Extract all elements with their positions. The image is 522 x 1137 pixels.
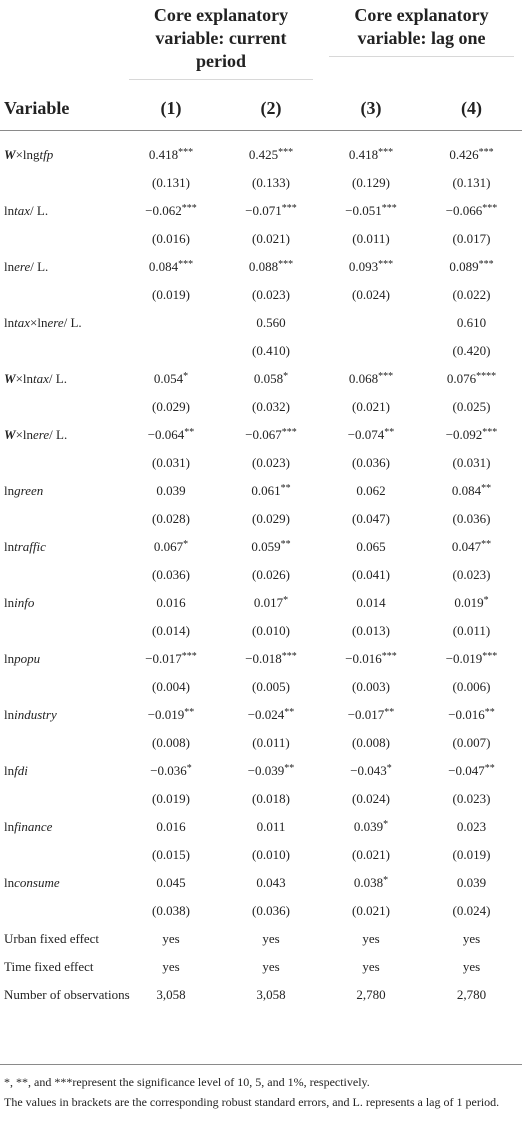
cell-col-4: −0.092*** bbox=[445, 427, 498, 442]
cell-col-4: (0.023) bbox=[452, 567, 491, 582]
row-label: Urban fixed effect bbox=[4, 931, 100, 946]
significance-stars: ** bbox=[280, 539, 291, 550]
cell-col-4: (0.036) bbox=[452, 511, 491, 526]
row-label: lntax/ L. bbox=[4, 203, 49, 218]
significance-stars: * bbox=[283, 595, 289, 606]
significance-stars: *** bbox=[281, 651, 297, 662]
cell-col-1: 0.039 bbox=[156, 483, 186, 498]
table-row bbox=[0, 589, 522, 617]
cell-col-1: 0.054* bbox=[153, 371, 189, 386]
cell-col-1: (0.014) bbox=[152, 623, 190, 638]
significance-stars: *** bbox=[381, 203, 397, 214]
cell-col-1: (0.031) bbox=[152, 455, 190, 470]
cell-col-1: (0.019) bbox=[152, 287, 190, 302]
cell-col-3: (0.041) bbox=[352, 567, 390, 582]
cell-col-1: −0.036* bbox=[150, 763, 192, 778]
cell-col-3: 2,780 bbox=[356, 987, 386, 1002]
cell-col-2: (0.021) bbox=[252, 231, 290, 246]
significance-stars: ** bbox=[481, 483, 492, 494]
cell-col-3: (0.024) bbox=[352, 791, 390, 806]
cell-col-2: (0.010) bbox=[252, 847, 290, 862]
significance-stars: *** bbox=[178, 259, 194, 270]
cell-col-2: 3,058 bbox=[256, 987, 286, 1002]
table-row bbox=[0, 841, 522, 869]
cell-col-2: (0.011) bbox=[252, 735, 290, 750]
significance-stars: * bbox=[483, 595, 489, 606]
significance-stars: * bbox=[386, 763, 392, 774]
cell-col-1: −0.064** bbox=[147, 427, 195, 442]
significance-stars: *** bbox=[378, 147, 394, 158]
cell-col-3: −0.017** bbox=[347, 707, 395, 722]
cell-col-4: (0.420) bbox=[452, 343, 491, 358]
cell-col-3: −0.051*** bbox=[345, 203, 397, 218]
significance-stars: *** bbox=[178, 147, 194, 158]
cell-col-3: (0.013) bbox=[352, 623, 390, 638]
cell-col-1: (0.004) bbox=[152, 679, 190, 694]
table-row bbox=[0, 477, 522, 505]
row-label: W×lnere/ L. bbox=[4, 427, 68, 442]
table-row bbox=[0, 393, 522, 421]
cell-col-1: (0.016) bbox=[152, 231, 190, 246]
row-label bbox=[0, 449, 121, 477]
table-row bbox=[0, 757, 522, 785]
cell-col-4: (0.006) bbox=[452, 679, 491, 694]
cell-col-3: −0.043* bbox=[350, 763, 392, 778]
row-label bbox=[0, 337, 121, 365]
bottom-rule bbox=[0, 1064, 522, 1065]
table-footnotes bbox=[4, 1072, 518, 1112]
significance-stars: *** bbox=[281, 427, 297, 438]
table-row bbox=[0, 925, 522, 953]
table-row bbox=[0, 197, 522, 225]
cell-col-2: (0.029) bbox=[252, 511, 290, 526]
cell-col-4: −0.019*** bbox=[445, 651, 498, 666]
cell-col-4: (0.131) bbox=[452, 175, 491, 190]
significance-stars: ** bbox=[184, 707, 195, 718]
significance-stars: * bbox=[183, 539, 189, 550]
table-row bbox=[0, 253, 522, 281]
table-row bbox=[0, 561, 522, 589]
row-label: lnconsume bbox=[4, 875, 60, 890]
column-header-1: (1) bbox=[160, 97, 182, 118]
group-header-current-period: Core explanatory variable: current period bbox=[121, 0, 321, 86]
cell-col-4: 2,780 bbox=[456, 987, 487, 1002]
cell-col-3: 0.068*** bbox=[348, 371, 394, 386]
table-row bbox=[0, 281, 522, 309]
table-row bbox=[0, 701, 522, 729]
footnote-significance: *, **, and ***represent the significance level of 10, 5, and 1%, respectively. bbox=[4, 1075, 370, 1089]
cell-col-3: 0.039* bbox=[353, 819, 389, 834]
cell-col-1: (0.015) bbox=[152, 847, 190, 862]
significance-stars: *** bbox=[482, 651, 498, 662]
cell-col-1: (0.028) bbox=[152, 511, 190, 526]
row-label bbox=[0, 281, 121, 309]
cell-col-2: (0.133) bbox=[252, 175, 290, 190]
cell-col-4: (0.024) bbox=[452, 903, 491, 918]
table-row bbox=[0, 617, 522, 645]
row-label bbox=[0, 841, 121, 869]
significance-stars: *** bbox=[181, 651, 197, 662]
significance-stars: * bbox=[186, 763, 192, 774]
cell-col-3: (0.021) bbox=[352, 847, 390, 862]
cell-col-1: (0.008) bbox=[152, 735, 190, 750]
cell-col-4: 0.047** bbox=[451, 539, 492, 554]
row-label: lntax×lnere/ L. bbox=[4, 315, 82, 330]
cell-col-3: 0.038* bbox=[353, 875, 389, 890]
cell-col-4: (0.031) bbox=[452, 455, 491, 470]
significance-stars: *** bbox=[181, 203, 197, 214]
cell-col-2: −0.039** bbox=[247, 763, 295, 778]
table-row bbox=[0, 421, 522, 449]
cell-col-2: −0.071*** bbox=[245, 203, 297, 218]
table-row bbox=[0, 673, 522, 701]
cell-col-3: (0.003) bbox=[352, 679, 390, 694]
cell-col-2: 0.017* bbox=[253, 595, 289, 610]
cell-col-4: (0.022) bbox=[452, 287, 491, 302]
row-label bbox=[0, 225, 121, 253]
significance-stars: *** bbox=[378, 371, 394, 382]
cell-col-1 bbox=[121, 309, 221, 337]
cell-col-4: (0.017) bbox=[452, 231, 491, 246]
significance-stars: ** bbox=[280, 483, 291, 494]
cell-col-1: 0.016 bbox=[156, 819, 186, 834]
row-label: Time fixed effect bbox=[4, 959, 94, 974]
significance-stars: * bbox=[383, 819, 389, 830]
cell-col-4: (0.023) bbox=[452, 791, 491, 806]
cell-col-2: 0.059** bbox=[251, 539, 291, 554]
significance-stars: * bbox=[283, 371, 289, 382]
table-row bbox=[0, 309, 522, 337]
row-label: Number of observations bbox=[4, 987, 130, 1002]
significance-stars: *** bbox=[278, 147, 294, 158]
row-label: lnindustry bbox=[4, 707, 57, 722]
significance-stars: *** bbox=[478, 147, 494, 158]
cell-col-2: (0.023) bbox=[252, 455, 290, 470]
row-label: lninfo bbox=[4, 595, 35, 610]
cell-col-2: (0.010) bbox=[252, 623, 290, 638]
significance-stars: ** bbox=[484, 763, 495, 774]
cell-col-3: (0.129) bbox=[352, 175, 390, 190]
cell-col-2: 0.425*** bbox=[248, 147, 294, 162]
row-label: W×lntax/ L. bbox=[4, 371, 67, 386]
table-row bbox=[0, 785, 522, 813]
table-row bbox=[0, 869, 522, 897]
row-label bbox=[0, 505, 121, 533]
cell-col-1: (0.131) bbox=[152, 175, 190, 190]
cell-col-1 bbox=[121, 337, 221, 365]
cell-col-1: 0.016 bbox=[156, 595, 186, 610]
cell-col-3: 0.014 bbox=[356, 595, 386, 610]
variable-header: Variable bbox=[4, 97, 70, 118]
table-row bbox=[0, 533, 522, 561]
cell-col-2: (0.018) bbox=[252, 791, 290, 806]
cell-col-1: yes bbox=[162, 959, 180, 974]
significance-stars: * bbox=[383, 875, 389, 886]
cell-col-1: yes bbox=[162, 931, 180, 946]
table-row bbox=[0, 981, 522, 1043]
cell-col-4: (0.011) bbox=[452, 623, 491, 638]
significance-stars: *** bbox=[378, 259, 394, 270]
cell-col-3 bbox=[321, 309, 421, 337]
column-header-4: (4) bbox=[461, 97, 482, 118]
cell-col-3: 0.065 bbox=[356, 539, 386, 554]
cell-col-2: 0.058* bbox=[253, 371, 289, 386]
significance-stars: *** bbox=[278, 259, 294, 270]
cell-col-1: (0.019) bbox=[152, 791, 190, 806]
cell-col-2: 0.011 bbox=[256, 819, 286, 834]
cell-col-1: (0.036) bbox=[152, 567, 190, 582]
row-label: lnfdi bbox=[4, 763, 28, 778]
table-row bbox=[0, 225, 522, 253]
cell-col-4: 0.019* bbox=[454, 595, 489, 610]
cell-col-3: yes bbox=[362, 959, 380, 974]
cell-col-3: −0.016*** bbox=[345, 651, 397, 666]
row-label bbox=[0, 897, 121, 925]
table-body bbox=[0, 131, 522, 1044]
cell-col-1: −0.019** bbox=[147, 707, 195, 722]
row-label bbox=[0, 561, 121, 589]
row-label bbox=[0, 393, 121, 421]
significance-stars: *** bbox=[281, 203, 297, 214]
cell-col-1: 0.045 bbox=[156, 875, 186, 890]
significance-stars: *** bbox=[478, 259, 494, 270]
cell-col-2: 0.560 bbox=[256, 315, 286, 330]
row-label: lngreen bbox=[4, 483, 44, 498]
table-row bbox=[0, 365, 522, 393]
cell-col-4: 0.076**** bbox=[446, 371, 497, 386]
significance-stars: *** bbox=[482, 203, 498, 214]
row-label: lntraffic bbox=[4, 539, 46, 554]
row-label bbox=[0, 729, 121, 757]
cell-col-4: −0.047** bbox=[448, 763, 495, 778]
cell-col-3 bbox=[321, 337, 421, 365]
cell-col-3: (0.024) bbox=[352, 287, 390, 302]
cell-col-1: 3,058 bbox=[156, 987, 186, 1002]
cell-col-4: 0.610 bbox=[456, 315, 487, 330]
header-spacer bbox=[0, 131, 522, 142]
cell-col-3: (0.008) bbox=[352, 735, 390, 750]
significance-stars: ** bbox=[384, 427, 395, 438]
column-header-2: (2) bbox=[260, 97, 282, 118]
table-row bbox=[0, 449, 522, 477]
significance-stars: ** bbox=[481, 539, 492, 550]
cell-col-2: yes bbox=[262, 959, 280, 974]
cell-col-3: yes bbox=[362, 931, 380, 946]
group-header-lag-one: Core explanatory variable: lag one bbox=[321, 0, 522, 86]
table-row bbox=[0, 729, 522, 757]
cell-col-1: (0.038) bbox=[152, 903, 190, 918]
cell-col-2: −0.067*** bbox=[245, 427, 297, 442]
cell-col-4: yes bbox=[462, 931, 481, 946]
table-row bbox=[0, 897, 522, 925]
significance-stars: *** bbox=[482, 427, 498, 438]
cell-col-3: −0.074** bbox=[347, 427, 395, 442]
cell-col-3: (0.036) bbox=[352, 455, 390, 470]
cell-col-2: 0.043 bbox=[256, 875, 286, 890]
cell-col-1: 0.418*** bbox=[148, 147, 194, 162]
table-row bbox=[0, 141, 522, 169]
column-header-3: (3) bbox=[360, 97, 382, 118]
row-label: lnere/ L. bbox=[4, 259, 49, 274]
row-label bbox=[0, 673, 121, 701]
table-row bbox=[0, 169, 522, 197]
cell-col-4: (0.019) bbox=[452, 847, 491, 862]
significance-stars: ** bbox=[284, 707, 295, 718]
cell-col-4: yes bbox=[462, 959, 481, 974]
cell-col-4: 0.426*** bbox=[449, 147, 494, 162]
table-row bbox=[0, 505, 522, 533]
significance-stars: * bbox=[183, 371, 189, 382]
cell-col-4: (0.025) bbox=[452, 399, 491, 414]
cell-col-2: (0.026) bbox=[252, 567, 290, 582]
cell-col-3: (0.011) bbox=[352, 231, 390, 246]
cell-col-2: (0.023) bbox=[252, 287, 290, 302]
table-row bbox=[0, 337, 522, 365]
cell-col-4: 0.039 bbox=[456, 875, 487, 890]
cell-col-4: −0.066*** bbox=[445, 203, 498, 218]
cell-col-2: (0.410) bbox=[252, 343, 290, 358]
significance-stars: *** bbox=[381, 651, 397, 662]
cell-col-4: −0.016** bbox=[448, 707, 495, 722]
table-row bbox=[0, 645, 522, 673]
significance-stars: ** bbox=[184, 427, 195, 438]
cell-col-3: (0.021) bbox=[352, 903, 390, 918]
cell-col-2: −0.018*** bbox=[245, 651, 297, 666]
cell-col-1: (0.029) bbox=[152, 399, 190, 414]
row-label bbox=[0, 785, 121, 813]
cell-col-4: 0.023 bbox=[456, 819, 487, 834]
cell-col-3: (0.047) bbox=[352, 511, 390, 526]
cell-col-2: 0.061** bbox=[251, 483, 291, 498]
cell-col-3: (0.021) bbox=[352, 399, 390, 414]
cell-col-2: (0.032) bbox=[252, 399, 290, 414]
cell-col-2: (0.036) bbox=[252, 903, 290, 918]
table-row bbox=[0, 953, 522, 981]
significance-stars: **** bbox=[476, 371, 497, 382]
significance-stars: ** bbox=[384, 707, 395, 718]
cell-col-1: −0.062*** bbox=[145, 203, 197, 218]
empty-corner bbox=[0, 0, 121, 86]
cell-col-1: 0.084*** bbox=[148, 259, 194, 274]
cell-col-3: 0.418*** bbox=[348, 147, 394, 162]
cell-col-4: 0.084** bbox=[451, 483, 492, 498]
row-label bbox=[0, 617, 121, 645]
row-label: lnpopu bbox=[4, 651, 41, 666]
significance-stars: ** bbox=[284, 763, 295, 774]
row-label: lnfinance bbox=[4, 819, 53, 834]
row-label: W×lngtfp bbox=[4, 147, 54, 162]
cell-col-3: 0.062 bbox=[356, 483, 386, 498]
cell-col-1: 0.067* bbox=[153, 539, 189, 554]
cell-col-3: 0.093*** bbox=[348, 259, 394, 274]
significance-stars: ** bbox=[484, 707, 495, 718]
cell-col-4: 0.089*** bbox=[449, 259, 494, 274]
cell-col-2: (0.005) bbox=[252, 679, 290, 694]
cell-col-4: (0.007) bbox=[452, 735, 491, 750]
table-row bbox=[0, 813, 522, 841]
cell-col-2: −0.024** bbox=[247, 707, 295, 722]
cell-col-2: 0.088*** bbox=[248, 259, 294, 274]
cell-col-2: yes bbox=[262, 931, 280, 946]
row-label bbox=[0, 169, 121, 197]
cell-col-1: −0.017*** bbox=[145, 651, 197, 666]
footnote-standard-errors: The values in brackets are the corresponding robust standard errors, and L. represents a lag of 1 period. bbox=[4, 1095, 500, 1109]
